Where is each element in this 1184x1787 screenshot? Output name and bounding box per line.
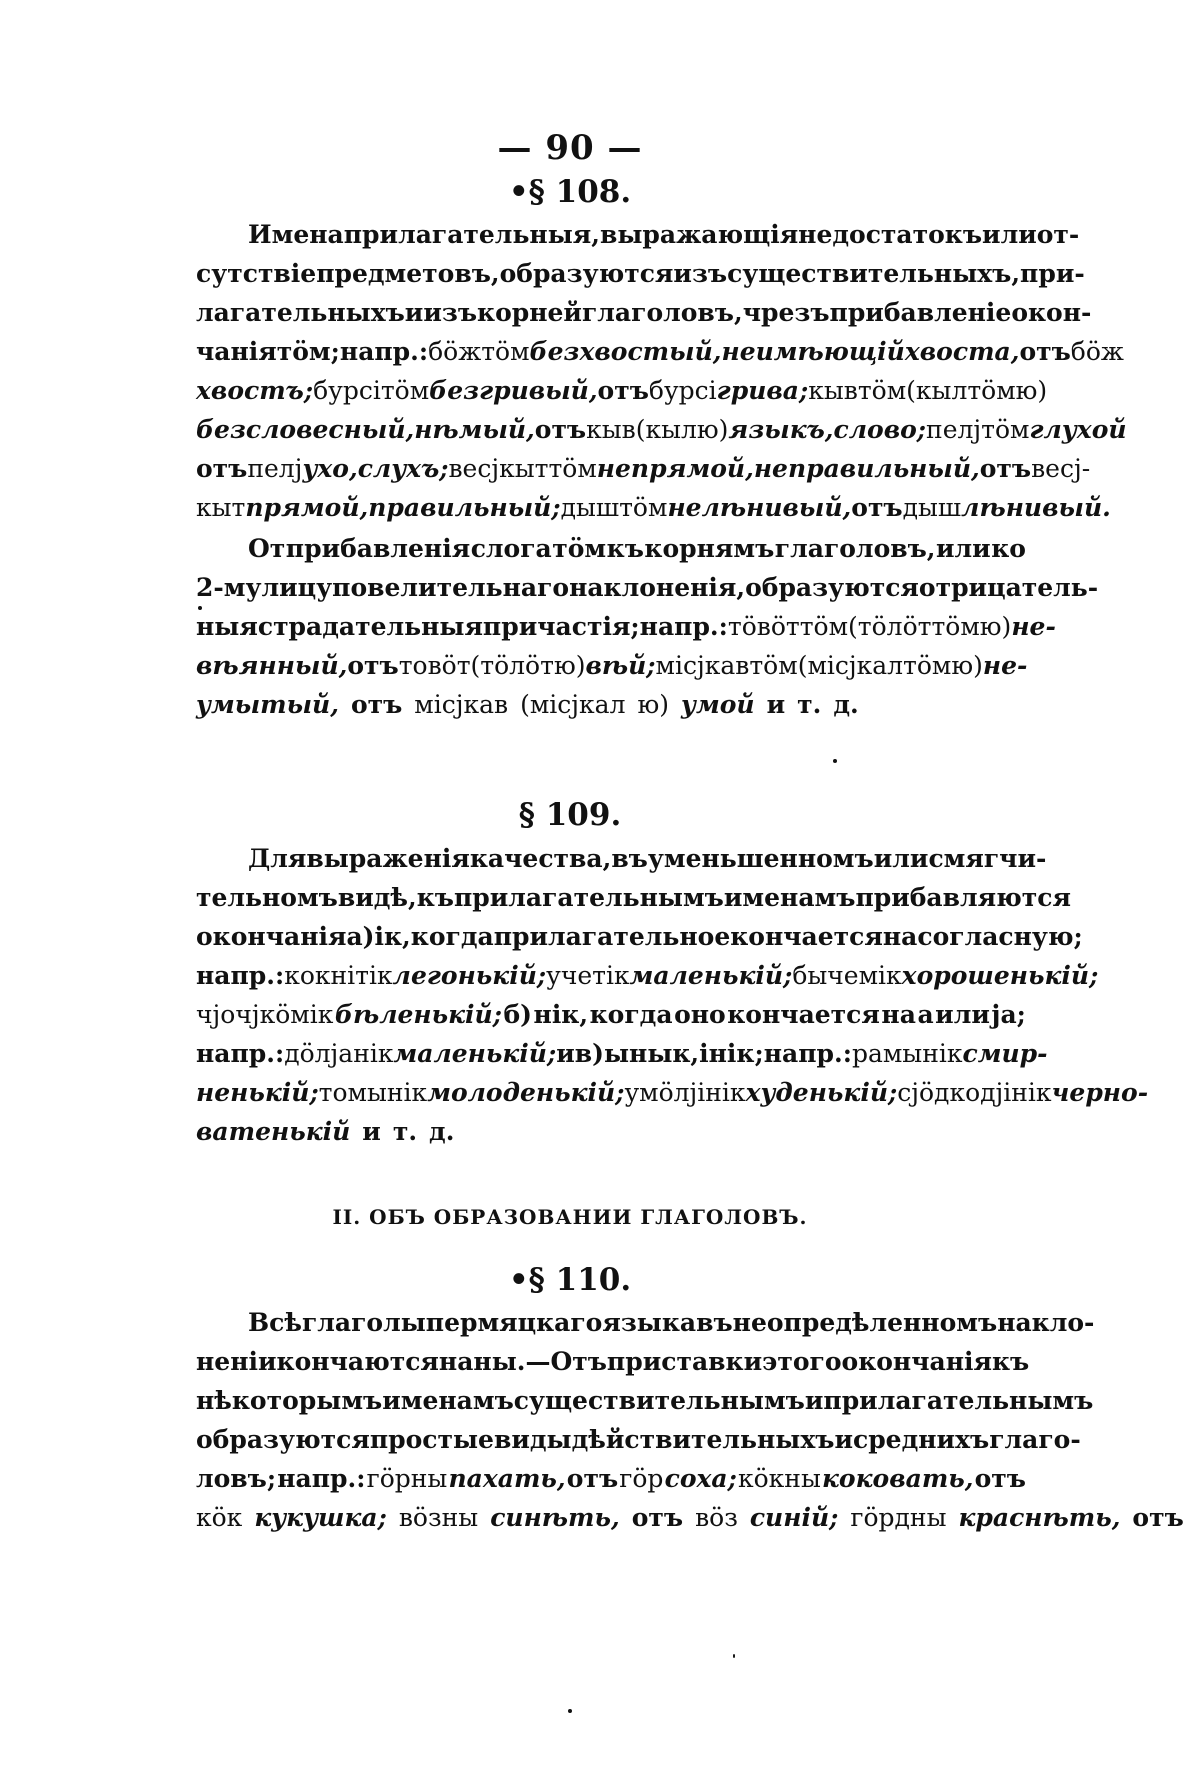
- text-line: [196, 254, 1085, 293]
- word: въ: [696, 1308, 733, 1337]
- word: языка: [602, 1308, 697, 1337]
- word: вѣй;: [585, 651, 656, 680]
- word: ік,: [374, 922, 411, 951]
- word: ю): [1015, 376, 1048, 405]
- word: нѣмый,: [414, 415, 535, 444]
- text-line: [196, 995, 1026, 1034]
- text-line: [196, 1381, 1094, 1420]
- word: или: [982, 220, 1037, 249]
- word: бурсі: [648, 376, 717, 405]
- text-line: [196, 1034, 1048, 1073]
- word: напр.:: [196, 961, 285, 990]
- word: Имена: [248, 220, 344, 249]
- word: безсловесный,: [196, 415, 415, 444]
- word: къ: [606, 534, 644, 563]
- text-line: [196, 1459, 1026, 1498]
- word: рамынік: [851, 1039, 963, 1068]
- word: кончается: [730, 922, 883, 951]
- word: безхвостый,: [529, 337, 722, 366]
- word: ю): [637, 690, 669, 719]
- word: кончается: [727, 1000, 880, 1029]
- word: изъ: [423, 298, 478, 327]
- word: Отъ: [550, 1347, 607, 1376]
- word: а): [346, 922, 375, 951]
- word: коковать,: [822, 1464, 974, 1493]
- word: тöм: [552, 534, 607, 563]
- word: краснѣть,: [958, 1503, 1121, 1532]
- text-line: [196, 1073, 1149, 1112]
- word: или: [935, 1000, 990, 1029]
- word: нік,: [533, 1000, 589, 1029]
- word: или: [873, 844, 929, 873]
- word: отъ: [350, 690, 403, 719]
- word: ухо,: [302, 454, 358, 483]
- word: на: [438, 1347, 474, 1376]
- word: тельномъ: [196, 883, 338, 912]
- word: этого: [762, 1347, 842, 1376]
- word: прибавляются: [855, 883, 1071, 912]
- word: ја;: [991, 1000, 1026, 1029]
- word: неимѣющій: [721, 337, 905, 366]
- word: весјкыттöм: [448, 454, 597, 483]
- word: и: [766, 690, 786, 719]
- word: (кыл: [635, 415, 697, 444]
- scan-speck: [733, 1654, 735, 1658]
- word: пахать,: [448, 1464, 566, 1493]
- word: ынык,: [603, 1039, 700, 1068]
- word: образуются: [196, 1425, 370, 1454]
- text-line: [196, 529, 1026, 568]
- paragraph: [196, 839, 1149, 1151]
- text-line: [196, 646, 1026, 685]
- word: Всѣ: [248, 1308, 302, 1337]
- word: д.: [429, 1117, 455, 1146]
- word: прибавленія: [285, 534, 471, 563]
- chapter-title: II. ОБЪ ОБРАЗОВАНИИ ГЛАГОЛОВЪ.: [332, 1205, 808, 1229]
- word: накло-: [997, 1308, 1095, 1337]
- word: 2-му: [196, 573, 262, 602]
- word: кöкны: [737, 1464, 821, 1493]
- word: ловъ;: [196, 1464, 277, 1493]
- word: т.: [392, 1117, 418, 1146]
- word: прилагательнымъ: [453, 883, 724, 912]
- word: слога: [470, 534, 552, 563]
- word: бѣленькій;: [334, 1000, 502, 1029]
- word: простые: [369, 1425, 494, 1454]
- word: качества,: [469, 844, 612, 873]
- word: пелјтöм: [926, 415, 1030, 444]
- word: бöж: [1070, 337, 1124, 366]
- scan-speck: [833, 759, 837, 763]
- word: слово;: [833, 415, 927, 444]
- word: т.: [797, 690, 822, 719]
- word: —: [525, 1347, 551, 1376]
- word: грива;: [716, 376, 809, 405]
- word: сутствіе: [196, 259, 317, 288]
- word: лицу: [261, 573, 333, 602]
- word: образуются: [745, 573, 919, 602]
- word: тöм;: [276, 337, 340, 366]
- text-line: [196, 1498, 1184, 1537]
- word: вöзны: [398, 1503, 479, 1532]
- word: на: [881, 1000, 916, 1029]
- word: прилагательное: [493, 922, 731, 951]
- scan-speck: [568, 1709, 572, 1713]
- word: въ: [611, 844, 648, 873]
- word: маленькій;: [393, 1039, 557, 1068]
- word: отъ: [1132, 1503, 1184, 1532]
- text-line: [196, 215, 1080, 254]
- word: отъ: [851, 493, 903, 522]
- word: отъ: [979, 454, 1032, 483]
- word: гöрдны: [850, 1503, 947, 1532]
- word: ны.: [473, 1347, 526, 1376]
- word: непрямой,: [596, 454, 754, 483]
- text-line: [196, 371, 1048, 410]
- word: пелј: [247, 454, 303, 483]
- word: кукушка;: [254, 1503, 387, 1532]
- word: къ: [416, 883, 454, 912]
- word: окон-: [1011, 298, 1092, 327]
- word: умой: [680, 690, 755, 719]
- text-line: [196, 956, 1099, 995]
- word: хвоста,: [904, 337, 1020, 366]
- word: місјкав: [414, 690, 509, 719]
- word: (тöлöт: [470, 651, 554, 680]
- word: синѣть,: [490, 1503, 620, 1532]
- word: д.: [833, 690, 859, 719]
- word: (місјкалтöм: [797, 651, 952, 680]
- word: отъ: [974, 1464, 1026, 1493]
- word: чрезъ: [742, 298, 830, 327]
- word: глаголы: [301, 1308, 426, 1337]
- word: существительныхъ,: [727, 259, 1021, 288]
- word: слухъ;: [357, 454, 449, 483]
- word: ю): [553, 651, 586, 680]
- word: не-: [1011, 612, 1056, 641]
- word: выраженія: [306, 844, 470, 873]
- word: корнямъ: [644, 534, 775, 563]
- word: отъ: [196, 454, 248, 483]
- word: умöлјінік: [624, 1078, 746, 1107]
- word: наклоненія,: [569, 573, 746, 602]
- word: лѣнивый.: [961, 493, 1111, 522]
- word: глаго-: [989, 1425, 1081, 1454]
- word: бöжтöм: [428, 337, 530, 366]
- word: языкъ,: [728, 415, 834, 444]
- word: глухой: [1029, 415, 1127, 444]
- scan-speck: [198, 606, 202, 610]
- word: (тöлöттöм: [848, 612, 980, 641]
- text-line: [196, 839, 1047, 878]
- word: сјöдкодјінік: [897, 1078, 1052, 1107]
- word: соха;: [664, 1464, 737, 1493]
- page-number: — 90 —: [497, 128, 643, 168]
- word: оно: [674, 1000, 726, 1029]
- word: окончанія: [196, 922, 347, 951]
- text-line: [196, 449, 1091, 488]
- word: маленькій;: [629, 961, 793, 990]
- word: ватенькій: [196, 1117, 351, 1146]
- text-line: [196, 878, 1071, 917]
- word: именамъ: [723, 883, 856, 912]
- word: дыш: [902, 493, 962, 522]
- word: тöвöттöм: [727, 612, 849, 641]
- word: черно-: [1051, 1078, 1149, 1107]
- word: окончанія: [841, 1347, 992, 1376]
- word: ю): [951, 651, 983, 680]
- word: напр.:: [339, 337, 429, 366]
- word: недостатокъ: [798, 220, 983, 249]
- word: б): [503, 1000, 532, 1029]
- word: от-: [1036, 220, 1080, 249]
- word: или: [936, 534, 991, 563]
- word: кокнітік: [284, 961, 393, 990]
- word: отъ: [534, 415, 587, 444]
- word: Для: [248, 844, 307, 873]
- word: неопредѣленномъ: [732, 1308, 998, 1337]
- word: чјочјкöмік: [196, 1000, 334, 1029]
- word: когда: [589, 1000, 673, 1029]
- word: отрицатель-: [918, 573, 1099, 602]
- word: томынік: [318, 1078, 428, 1107]
- word: бычемік: [792, 961, 902, 990]
- word: согласную;: [917, 922, 1083, 951]
- word: синій;: [749, 1503, 839, 1532]
- word: прилагательныя,: [343, 220, 600, 249]
- word: предметовъ,: [316, 259, 500, 288]
- word: прибавленіе: [829, 298, 1012, 327]
- text-line: [196, 332, 1124, 371]
- word: нѣкоторымъ: [196, 1386, 383, 1415]
- word: существительнымъ: [513, 1386, 805, 1415]
- word: безгривый,: [429, 376, 598, 405]
- word: хвостъ;: [196, 376, 314, 405]
- word: вѣянный,: [196, 651, 348, 680]
- paragraph: [196, 1303, 1184, 1537]
- text-line: [196, 568, 1099, 607]
- word: къ: [991, 1347, 1030, 1376]
- word: причастія;: [482, 612, 640, 641]
- word: глаголовъ,: [581, 298, 743, 327]
- word: в): [574, 1039, 604, 1068]
- word: кыв: [586, 415, 636, 444]
- word: именамъ: [382, 1386, 514, 1415]
- text-line: [196, 917, 1083, 956]
- word: худенькій;: [745, 1078, 898, 1107]
- word: бурсітöм: [313, 376, 430, 405]
- word: выражающія: [599, 220, 799, 249]
- word: правильный;: [368, 493, 561, 522]
- word: неправильный,: [753, 454, 980, 483]
- word: прямой,: [245, 493, 369, 522]
- text-line: [196, 1112, 1026, 1151]
- word: повелительнаго: [332, 573, 570, 602]
- word: образуются: [499, 259, 674, 288]
- section-heading-108: •§ 108.: [508, 174, 632, 210]
- word: ныя: [196, 612, 258, 641]
- word: при-: [1020, 259, 1085, 288]
- word: весј-: [1031, 454, 1091, 483]
- word: місјкавтöм: [655, 651, 798, 680]
- word: (місјкал: [520, 690, 626, 719]
- word: товöт: [398, 651, 471, 680]
- word: неніи: [196, 1347, 277, 1376]
- word: и: [404, 298, 424, 327]
- word: и: [804, 1386, 824, 1415]
- word: когда: [410, 922, 494, 951]
- text-line: [196, 685, 1026, 724]
- word: напр.:: [277, 1464, 366, 1493]
- paragraph: [196, 529, 1099, 724]
- word: напр.:: [639, 612, 728, 641]
- word: нелѣнивый,: [667, 493, 852, 522]
- word: (кылтöм: [906, 376, 1016, 405]
- word: на: [882, 922, 918, 951]
- word: пермяцкаго: [425, 1308, 603, 1337]
- word: дыштöм: [560, 493, 668, 522]
- word: смир-: [962, 1039, 1048, 1068]
- section-heading-109: § 109.: [518, 797, 622, 833]
- word: глаголовъ,: [774, 534, 936, 563]
- word: смягчи-: [928, 844, 1047, 873]
- word: лагательныхъ: [196, 298, 405, 327]
- text-line: [196, 488, 1111, 527]
- word: учетік: [546, 961, 630, 990]
- word: и: [556, 1039, 575, 1068]
- text-line: [196, 1420, 1081, 1459]
- word: напр.:: [763, 1039, 852, 1068]
- word: изъ: [673, 259, 728, 288]
- text-line: [196, 293, 1092, 332]
- word: От: [248, 534, 286, 563]
- section-heading-110: •§ 110.: [508, 1262, 632, 1298]
- word: гöрны: [366, 1464, 448, 1493]
- word: корней: [477, 298, 582, 327]
- word: а: [917, 1000, 934, 1029]
- paragraph: [196, 215, 1127, 527]
- word: виды: [493, 1425, 572, 1454]
- word: отъ: [1019, 337, 1071, 366]
- word: умытый,: [196, 690, 339, 719]
- word: дöлјанік: [284, 1039, 394, 1068]
- word: чанія: [196, 337, 277, 366]
- text-line: [196, 1303, 1095, 1342]
- word: молоденькій;: [427, 1078, 625, 1107]
- word: ю): [696, 415, 729, 444]
- word: ю): [979, 612, 1012, 641]
- word: не-: [982, 651, 1028, 680]
- word: и: [362, 1117, 381, 1146]
- text-line: [196, 1342, 1030, 1381]
- word: хорошенькій;: [901, 961, 1099, 990]
- word: и: [834, 1425, 853, 1454]
- word: кончаются: [276, 1347, 439, 1376]
- text-line: [196, 410, 1127, 449]
- word: кывтöм: [808, 376, 907, 405]
- word: легонькій;: [392, 961, 547, 990]
- word: гöр: [619, 1464, 664, 1493]
- word: кыт: [196, 493, 246, 522]
- word: кöк: [196, 1503, 243, 1532]
- word: прилагательнымъ: [823, 1386, 1094, 1415]
- word: ненькій;: [196, 1078, 319, 1107]
- word: страдательныя: [257, 612, 483, 641]
- word: дѣйствительныхъ: [571, 1425, 835, 1454]
- text-line: [196, 607, 1056, 646]
- word: інік;: [699, 1039, 764, 1068]
- word: ко: [991, 534, 1026, 563]
- word: отъ: [566, 1464, 619, 1493]
- word: видѣ,: [337, 883, 417, 912]
- word: приставки: [606, 1347, 763, 1376]
- word: отъ: [597, 376, 649, 405]
- word: отъ: [631, 1503, 684, 1532]
- word: отъ: [347, 651, 399, 680]
- word: среднихъ: [852, 1425, 990, 1454]
- word: напр.:: [196, 1039, 285, 1068]
- word: уменьшенномъ: [647, 844, 874, 873]
- word: вöз: [695, 1503, 738, 1532]
